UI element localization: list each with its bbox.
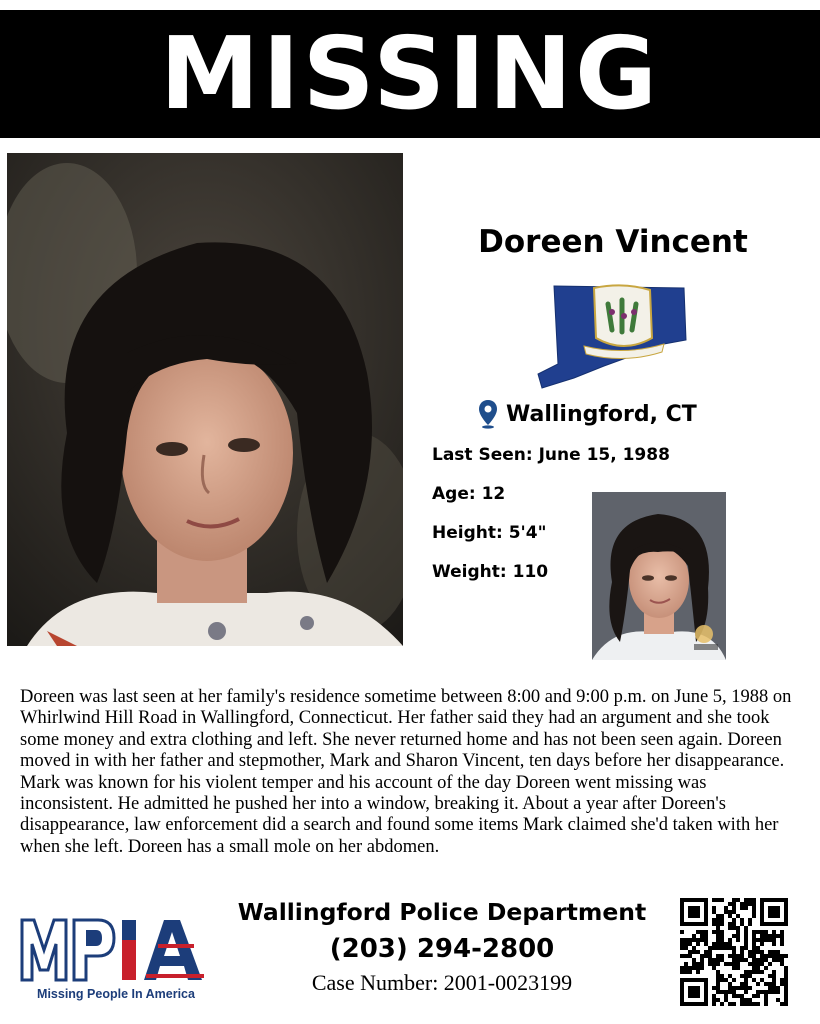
last-location — [478, 396, 697, 432]
fact-label: Last Seen: — [432, 445, 533, 465]
contact-phone[interactable]: (203) 294-2800 — [329, 934, 555, 964]
mpia-logo — [18, 914, 214, 1006]
case-number: Case Number: 2001-0023199 — [311, 970, 573, 995]
fact-label: Age: — [432, 484, 476, 504]
fact-value: 12 — [481, 484, 506, 504]
fact-value: 110 — [512, 562, 549, 582]
fact-value: 5'4" — [508, 523, 547, 543]
fact-value: June 15, 1988 — [538, 445, 670, 465]
connecticut-flag-map — [534, 282, 690, 390]
case-description: Doreen was last seen at her family's residence sometime between 8:00 and 9:00 p.m. on June 5, 1988 on Whirlwind Hill Road in Wallingford, Connecticut. Her father said they had an argument and she took some money and extra clothing and left. She never returned home and has not been seen again. Doreen moved in with her father and stepmother, Mark and Sharon Vincent, ten days before her disappearance. Mark was known for his violent temper and his account of the day Doreen went missing was inconsistent. He admitted he pushed her into a window, breaking it. About a year after Doreen's disappearance, law enforcement did a search and found some items Mark claimed she'd taken with her when she left. Doreen has a small mole on her abdomen. — [20, 687, 792, 857]
qr-code[interactable] — [680, 898, 788, 1006]
page-title: MISSING — [159, 15, 661, 132]
location-text: Wallingford, CT — [506, 401, 697, 427]
header-banner — [0, 10, 820, 138]
agency-name: Wallingford Police Department — [237, 898, 647, 926]
fact-last-seen — [432, 442, 670, 481]
logo-caption: Missing People In America — [37, 987, 195, 1001]
age-progressed-photo — [592, 492, 726, 660]
missing-person-photo — [7, 153, 403, 646]
fact-label: Height: — [432, 523, 503, 543]
person-name: Doreen Vincent — [478, 224, 748, 260]
fact-label: Weight: — [432, 562, 507, 582]
map-pin-icon — [478, 399, 498, 429]
